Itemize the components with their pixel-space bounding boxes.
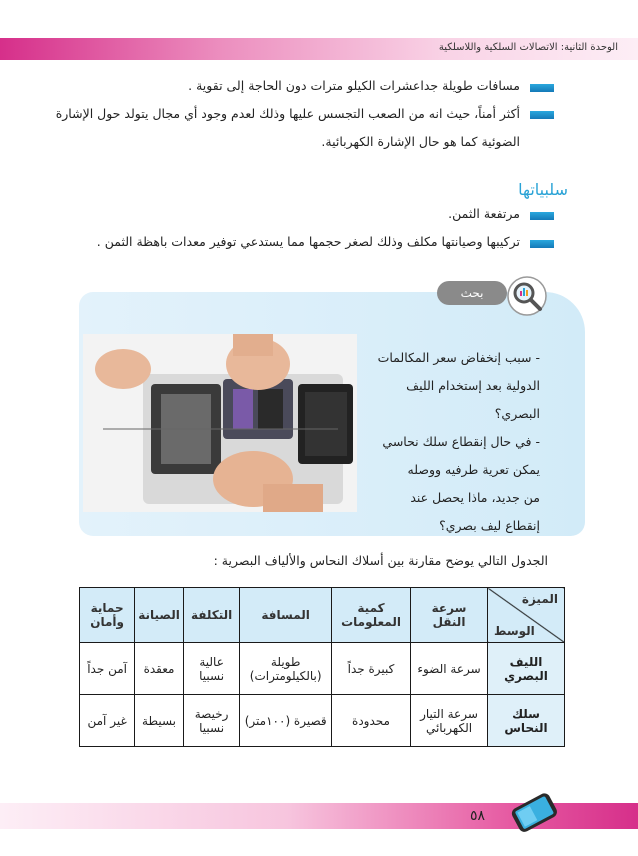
bullet-icon bbox=[530, 240, 554, 248]
table-cell: رخيصة نسبيا bbox=[183, 695, 240, 747]
disadvantage-cost: مرتفعة الثمن. bbox=[448, 206, 520, 221]
research-line: البصري؟ bbox=[494, 406, 540, 421]
table-corner bbox=[488, 588, 565, 643]
disadvantages-heading: سلبياتها bbox=[518, 180, 568, 199]
column-header: كمية المعلومات bbox=[332, 588, 411, 643]
column-header: المسافة bbox=[240, 588, 332, 643]
table-row bbox=[80, 643, 565, 695]
corner-feature-label: الميزة bbox=[521, 592, 558, 606]
table-cell: آمن جداً bbox=[80, 643, 135, 695]
bullet-icon bbox=[530, 111, 554, 119]
bullet-icon bbox=[530, 212, 554, 220]
column-header: الصيانة bbox=[135, 588, 184, 643]
research-line: - سبب إنخفاض سعر المكالمات bbox=[377, 350, 540, 365]
table-header-row bbox=[80, 588, 565, 643]
disadvantage-maintenance: تركيبها وصيانتها مكلف وذلك لصغر حجمها مما يستدعي توفير معدات باهظة الثمن . bbox=[96, 234, 520, 249]
research-questions bbox=[370, 344, 540, 540]
corner-medium-label: الوسط bbox=[494, 624, 535, 638]
research-line: يمكن تعرية طرفيه ووصله bbox=[407, 462, 540, 477]
column-header: حماية وأمان bbox=[80, 588, 135, 643]
research-line: إنقطاع ليف بصري؟ bbox=[439, 518, 540, 533]
header-band bbox=[0, 38, 638, 60]
fusion-splicer-photo bbox=[83, 334, 357, 512]
table-cell: بسيطة bbox=[135, 695, 184, 747]
advantage-security-cont: الضوئية كما هو حال الإشارة الكهربائية. bbox=[321, 134, 520, 149]
row-header: سلك النحاس bbox=[488, 695, 565, 747]
research-tab: بحث bbox=[437, 281, 507, 305]
table-cell: معقدة bbox=[135, 643, 184, 695]
page-number: ٥٨ bbox=[470, 808, 486, 824]
table-cell: محدودة bbox=[332, 695, 411, 747]
table-cell: سرعة التيار الكهربائي bbox=[411, 695, 488, 747]
research-line: - في حال إنقطاع سلك نحاسي bbox=[382, 434, 540, 449]
table-cell: كبيرة جداً bbox=[332, 643, 411, 695]
table-cell: قصيرة (١٠٠متر) bbox=[240, 695, 332, 747]
table-caption: الجدول التالي يوضح مقارنة بين أسلاك النحاس والألياف البصرية : bbox=[213, 553, 548, 568]
comparison-table bbox=[79, 587, 565, 747]
bullet-icon bbox=[530, 84, 554, 92]
phone-icon bbox=[504, 790, 564, 838]
table-row bbox=[80, 695, 565, 747]
magnifier-icon bbox=[507, 276, 547, 316]
advantage-distance: مسافات طويلة جداعشرات الكيلو مترات دون الحاجة إلى تقوية . bbox=[188, 78, 520, 93]
table-cell: غير آمن bbox=[80, 695, 135, 747]
column-header: التكلفة bbox=[183, 588, 240, 643]
table-cell: طويلة (بالكيلومترات) bbox=[240, 643, 332, 695]
research-line: الدولية بعد إستخدام الليف bbox=[406, 378, 540, 393]
table-cell: سرعة الضوء bbox=[411, 643, 488, 695]
column-header: سرعة النقل bbox=[411, 588, 488, 643]
row-header: الليف البصري bbox=[488, 643, 565, 695]
research-line: من جديد، ماذا يحصل عند bbox=[410, 490, 540, 505]
table-cell: عالية نسبيا bbox=[183, 643, 240, 695]
unit-title: الوحدة الثانية: الاتصالات السلكية واللاسلكية bbox=[438, 42, 618, 53]
advantage-security: أكثر أمناً، حيث انه من الصعب التجسس عليها وذلك لعدم وجود أي مجال يتولد حول الإشارة bbox=[55, 106, 520, 121]
